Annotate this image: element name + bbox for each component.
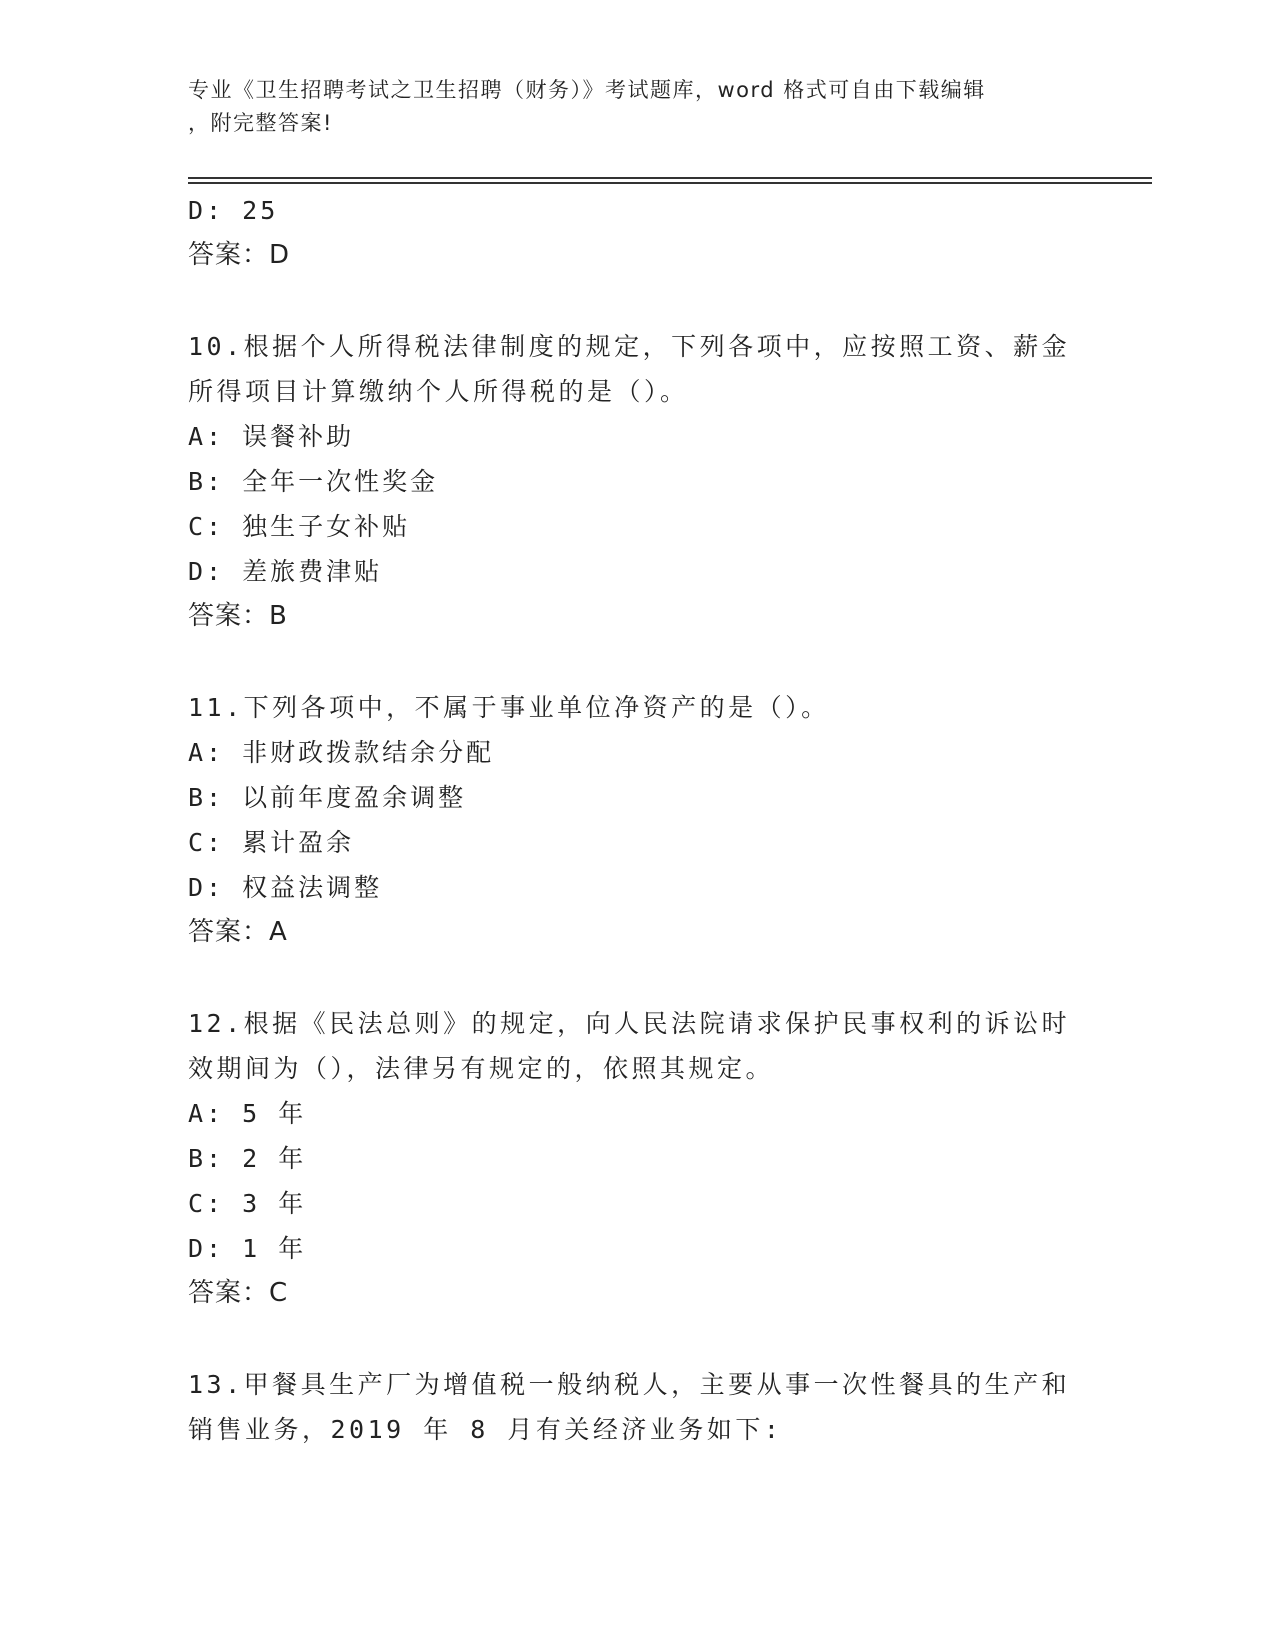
question-11 [188, 685, 1088, 955]
option-b: B: 全年一次性奖金 [188, 467, 439, 496]
option-line: D: 25 [188, 196, 279, 225]
spacer [188, 1316, 1088, 1362]
question-12 [188, 1001, 1088, 1316]
option-a: A: 误餐补助 [188, 422, 355, 451]
question-stem-line: 销售业务，2019 年 8 月有关经济业务如下: [188, 1415, 783, 1444]
option-d: D: 1 年 [188, 1234, 307, 1263]
answer-line: 答案：B [188, 601, 288, 631]
question-stem-line: 13.甲餐具生产厂为增值税一般纳税人，主要从事一次性餐具的生产和 [188, 1370, 1071, 1399]
option-c: C: 独生子女补贴 [188, 512, 411, 541]
answer-line: 答案：C [188, 1278, 289, 1308]
spacer [188, 639, 1088, 685]
question-stem-line: 效期间为（），法律另有规定的，依照其规定。 [188, 1054, 775, 1083]
spacer [188, 955, 1088, 1001]
question-10 [188, 324, 1088, 639]
option-b: B: 2 年 [188, 1144, 307, 1173]
option-a: A: 非财政拨款结余分配 [188, 738, 495, 767]
option-c: C: 累计盈余 [188, 828, 355, 857]
question-stem-line: 所得项目计算缴纳个人所得税的是（）。 [188, 377, 689, 406]
option-d: D: 权益法调整 [188, 873, 383, 902]
option-b: B: 以前年度盈余调整 [188, 783, 467, 812]
header-line-1: 专业《卫生招聘考试之卫生招聘（财务）》考试题库，word 格式可自由下载编辑 [188, 78, 986, 102]
option-d: D: 差旅费津贴 [188, 557, 383, 586]
question-stem-line: 10.根据个人所得税法律制度的规定，下列各项中，应按照工资、薪金 [188, 332, 1071, 361]
question-stem-line: 12.根据《民法总则》的规定，向人民法院请求保护民事权利的诉讼时 [188, 1009, 1071, 1038]
option-c: C: 3 年 [188, 1189, 307, 1218]
question-list [188, 188, 1088, 1452]
document-header [188, 74, 1068, 140]
answer-line: 答案：D [188, 240, 291, 270]
option-a: A: 5 年 [188, 1099, 307, 1128]
header-divider-bottom [188, 182, 1152, 184]
header-line-2: ，附完整答案! [188, 111, 333, 135]
header-divider-top [188, 177, 1152, 179]
spacer [188, 278, 1088, 324]
answer-line: 答案：A [188, 917, 288, 947]
question-stem-line: 11.下列各项中，不属于事业单位净资产的是（）。 [188, 693, 830, 722]
question-13 [188, 1362, 1088, 1452]
